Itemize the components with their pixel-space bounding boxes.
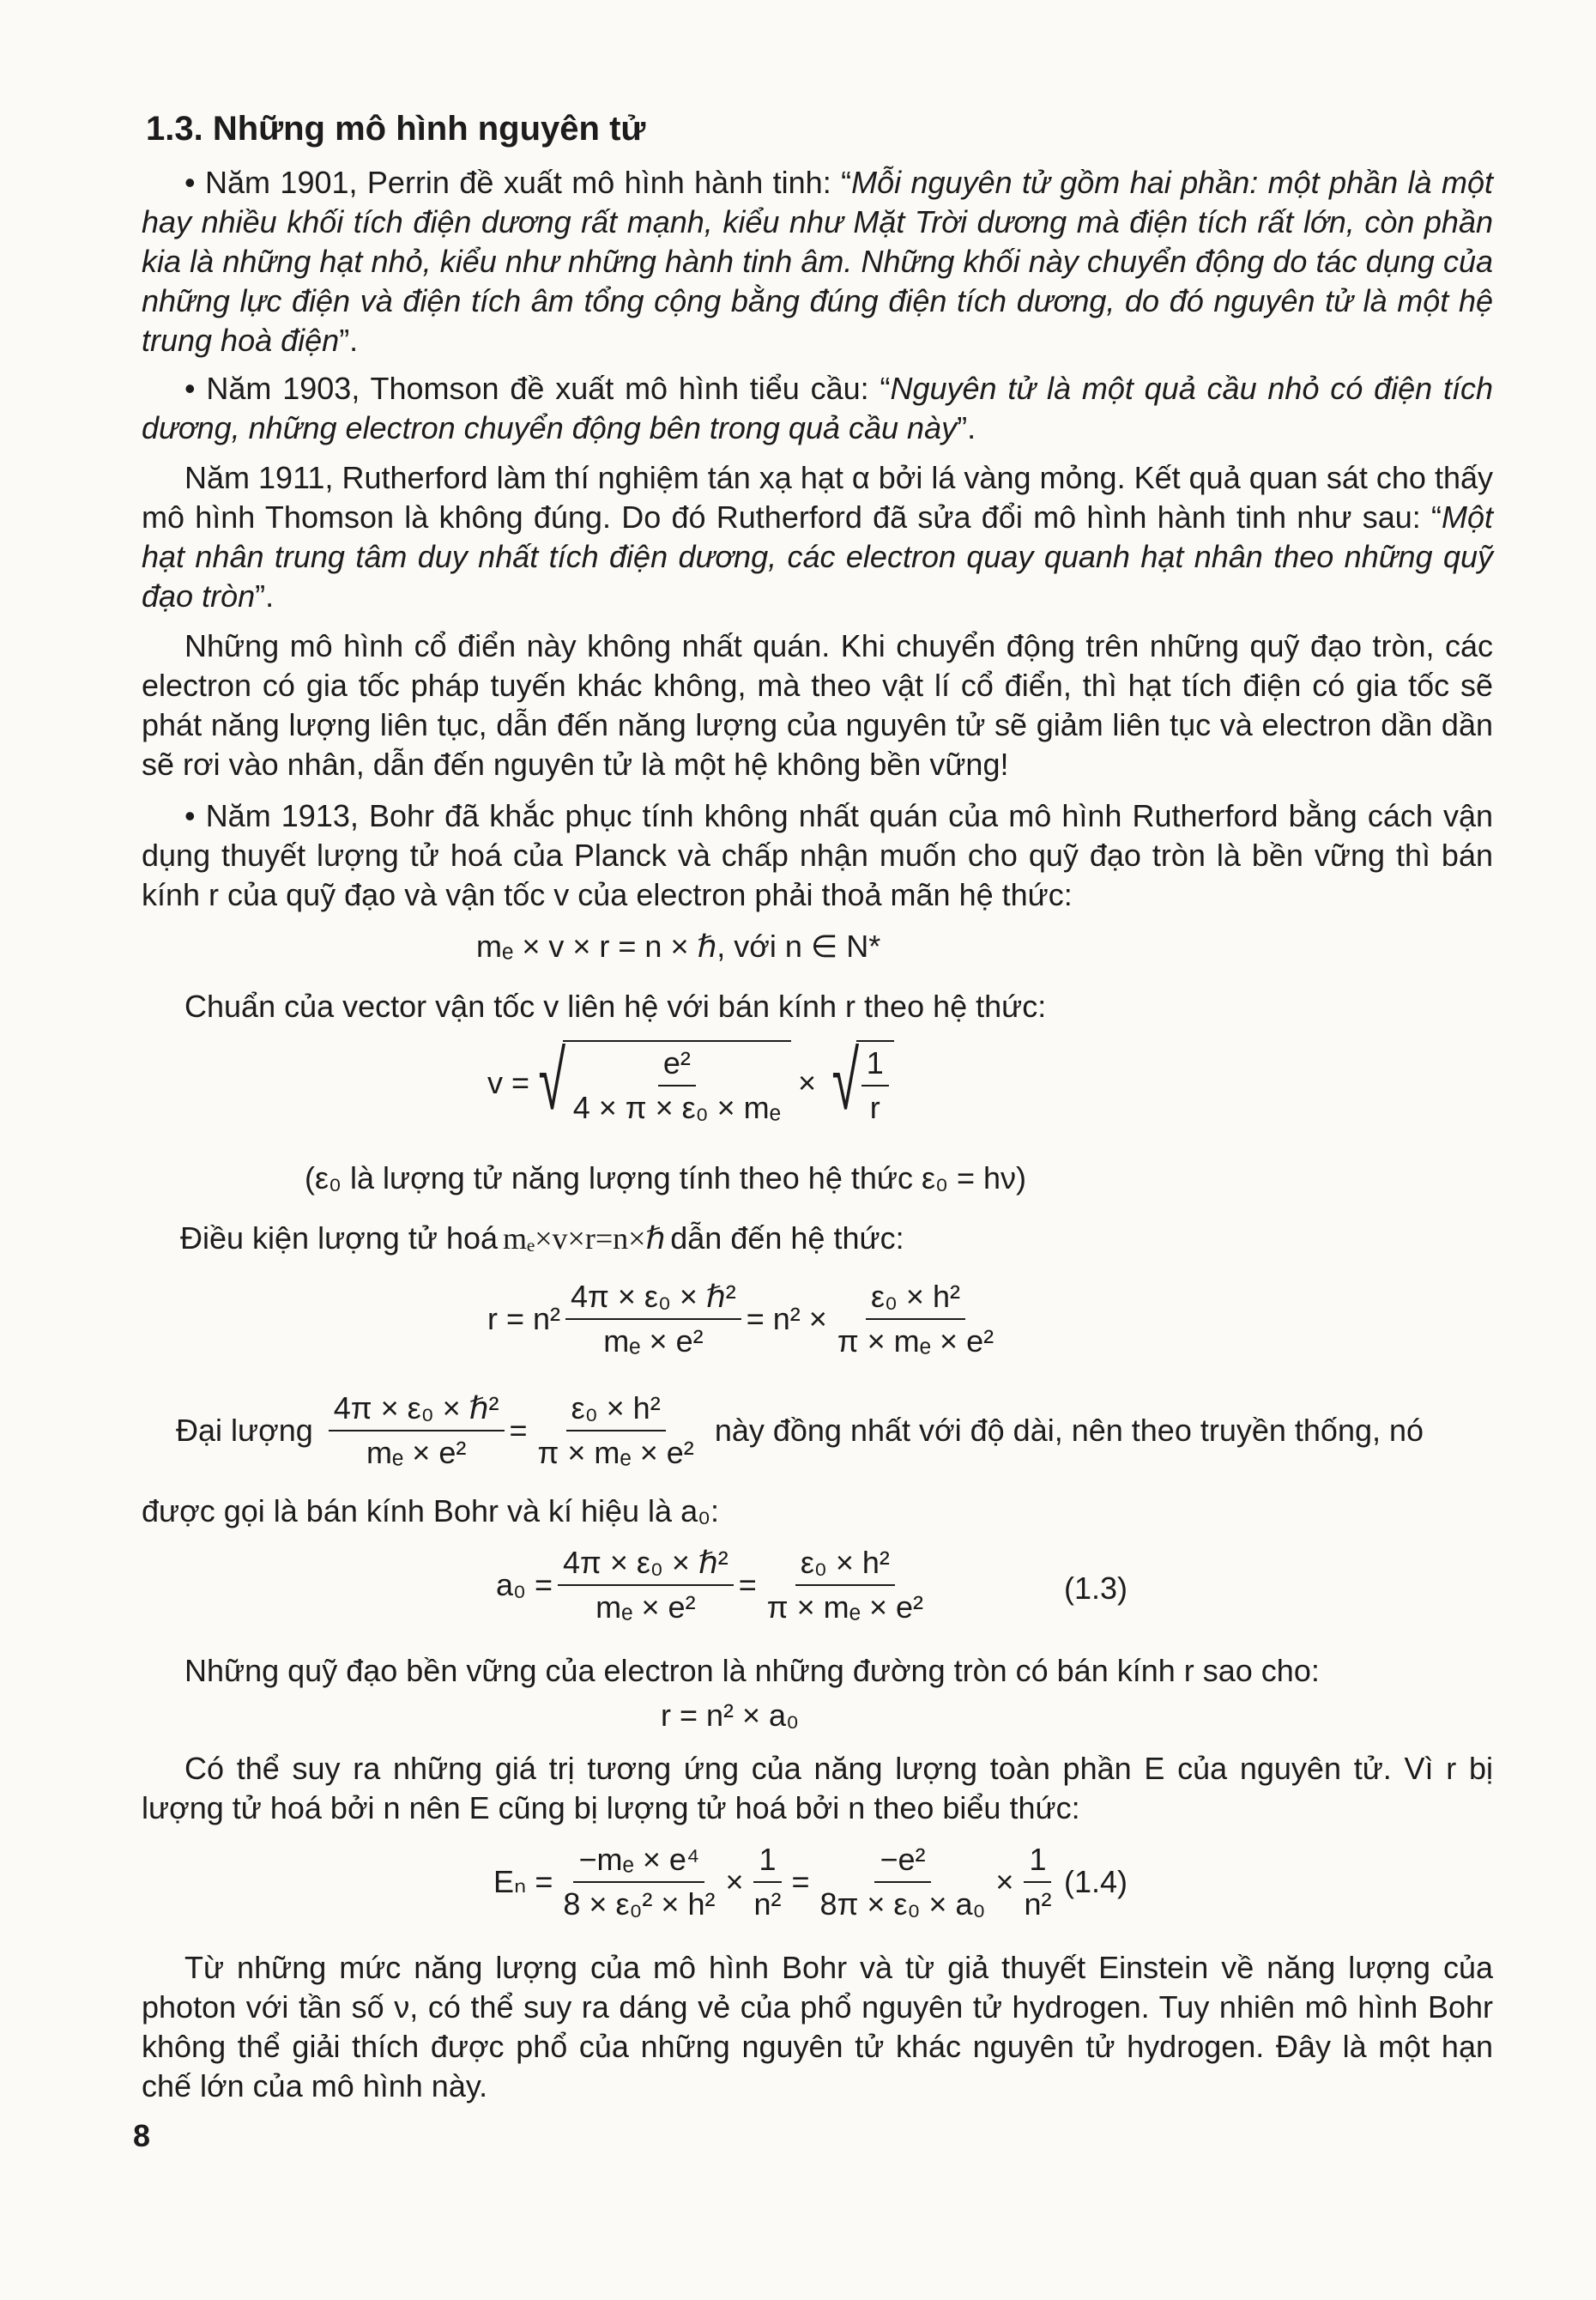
paragraph-condition: Điều kiện lượng tử hoá mₑ×v×r=n×ℏ dẫn đến hệ thức:	[180, 1220, 904, 1256]
sqrt-symbol: √ $\frac{1}{r}$	[823, 1040, 894, 1126]
equation-number-1-3: (1.3)	[1064, 1571, 1128, 1606]
paragraph-bohr-radius: được gọi là bán kính Bohr và kí hiệu là a₀:	[142, 1493, 720, 1528]
equation-number-1-4: (1.4)	[1064, 1864, 1128, 1899]
paragraph-quantity: Đại lượng $\frac{\text{4π × ε₀ × ℏ²}}{\text{mₑ × e²}}$ = $\frac{\text{ε₀ × h²}}{\text{π × mₑ × e²}}$ này đồng nhất với độ dài, nên theo truyền thống, nó	[176, 1390, 1424, 1470]
paragraph-bohr: • Năm 1913, Bohr đã khắc phục tính không nhất quán của mô hình Rutherford bằng cách vận dụng thuyết lượng tử hoá của Planck và chấp nhận muốn cho quỹ đạo tròn là bền vững thì bán kính r của quỹ đạo và vận tốc v của electron phải thoả mãn hệ thức:	[142, 798, 1493, 912]
sqrt-symbol: √ $\frac{\text{e²}}{\text{4 × π × ε₀ × mₑ}}$	[529, 1040, 791, 1126]
equation-velocity: v = √ $\frac{\text{e²}}{\text{4 × π × ε₀ × mₑ}}$ × √ $\frac{1}{r}$	[487, 1040, 894, 1126]
equation-quantization: mₑ × v × r = n × ℏ, với n ∈ N*	[476, 929, 881, 964]
paragraph-thomson: • Năm 1903, Thomson đề xuất mô hình tiểu cầu: “Nguyên tử là một quả cầu nhỏ có điện tích dương, những electron chuyển động bên trong quả cầu này”.	[142, 371, 1494, 445]
equation-orbit-radius: r = n² × a₀	[661, 1698, 800, 1733]
paragraph-classical: Những mô hình cổ điển này không nhất quán. Khi chuyển động trên những quỹ đạo tròn, các electron có gia tốc pháp tuyến khác không, mà theo vật lí cổ điển, thì hạt tích điện có gia tốc sẽ phát năng lượng liên tục, dẫn đến năng lượng của nguyên tử sẽ giảm liên tục và electron dần dần sẽ rơi vào nhân, dẫn đến nguyên tử là một hệ không bền vững!	[142, 628, 1493, 782]
paragraph-velocity: Chuẩn của vector vận tốc v liên hệ với bán kính r theo hệ thức:	[184, 989, 1047, 1024]
section-heading: 1.3. Những mô hình nguyên tử	[146, 110, 646, 148]
paragraph-perrin: • Năm 1901, Perrin đề xuất mô hình hành tinh: “Mỗi nguyên tử gồm hai phần: một phần là một hay nhiều khối tích điện dương rất mạnh, kiểu như Mặt Trời dương mà điện tích rất lớn, còn phần kia là những hạt nhỏ, kiểu như những hành tinh âm. Những khối này chuyển động do tác dụng của những lực điện và điện tích âm tổng cộng bằng đúng điện tích dương, do đó nguyên tử là một hệ trung hoà điện”.	[142, 165, 1493, 358]
page-number: 8	[133, 2118, 151, 2153]
paragraph-energy: Có thể suy ra những giá trị tương ứng của năng lượng toàn phần E của nguyên tử. Vì r bị lượng tử hoá bởi n nên E cũng bị lượng tử hoá bởi n theo biểu thức:	[142, 1751, 1493, 1825]
paragraph-stable-orbits: Những quỹ đạo bền vững của electron là những đường tròn có bán kính r sao cho:	[184, 1653, 1320, 1688]
paragraph-conclusion: Từ những mức năng lượng của mô hình Bohr và từ giả thuyết Einstein về năng lượng của photon với tần số ν, có thể suy ra dáng vẻ của phổ nguyên tử hydrogen. Tuy nhiên mô hình Bohr không thể giải thích được phổ của những nguyên tử khác nguyên tử hydrogen. Đây là một hạn chế lớn của mô hình này.	[142, 1950, 1493, 2103]
equation-bohr-radius: a₀ = $\frac{\text{4π × ε₀ × ℏ²}}{\text{mₑ × e²}}$ = $\frac{\text{ε₀ × h²}}{\text{π × mₑ × e²}}$	[496, 1545, 924, 1625]
equation-energy: Eₙ = $\frac{\text{−mₑ × e⁴}}{\text{8 × ε₀² × h²}}$ × $\frac{1}{\text{n²}}$ = $\frac{\text{−e²}}{\text{8π × ε₀ × a₀}}$ × $\frac{1}{\text{n²}}$	[493, 1842, 1052, 1922]
equation-radius: r = n² $\frac{\text{4π × ε₀ × ℏ²}}{\text{mₑ × e²}}$ = n² × $\frac{\text{ε₀ × h²}}{\text{π × mₑ × e²}}$	[487, 1279, 994, 1359]
note-epsilon: (ε₀ là lượng tử năng lượng tính theo hệ thức ε₀ = hν)	[305, 1160, 1027, 1195]
paragraph-rutherford: Năm 1911, Rutherford làm thí nghiệm tán xạ hạt α bởi lá vàng mỏng. Kết quả quan sát cho thấy mô hình Thomson là không đúng. Do đó Rutherford đã sửa đổi mô hình hành tinh như sau: “Một hạt nhân trung tâm duy nhất tích điện dương, các electron quay quanh hạt nhân theo những quỹ đạo tròn”.	[142, 460, 1493, 614]
